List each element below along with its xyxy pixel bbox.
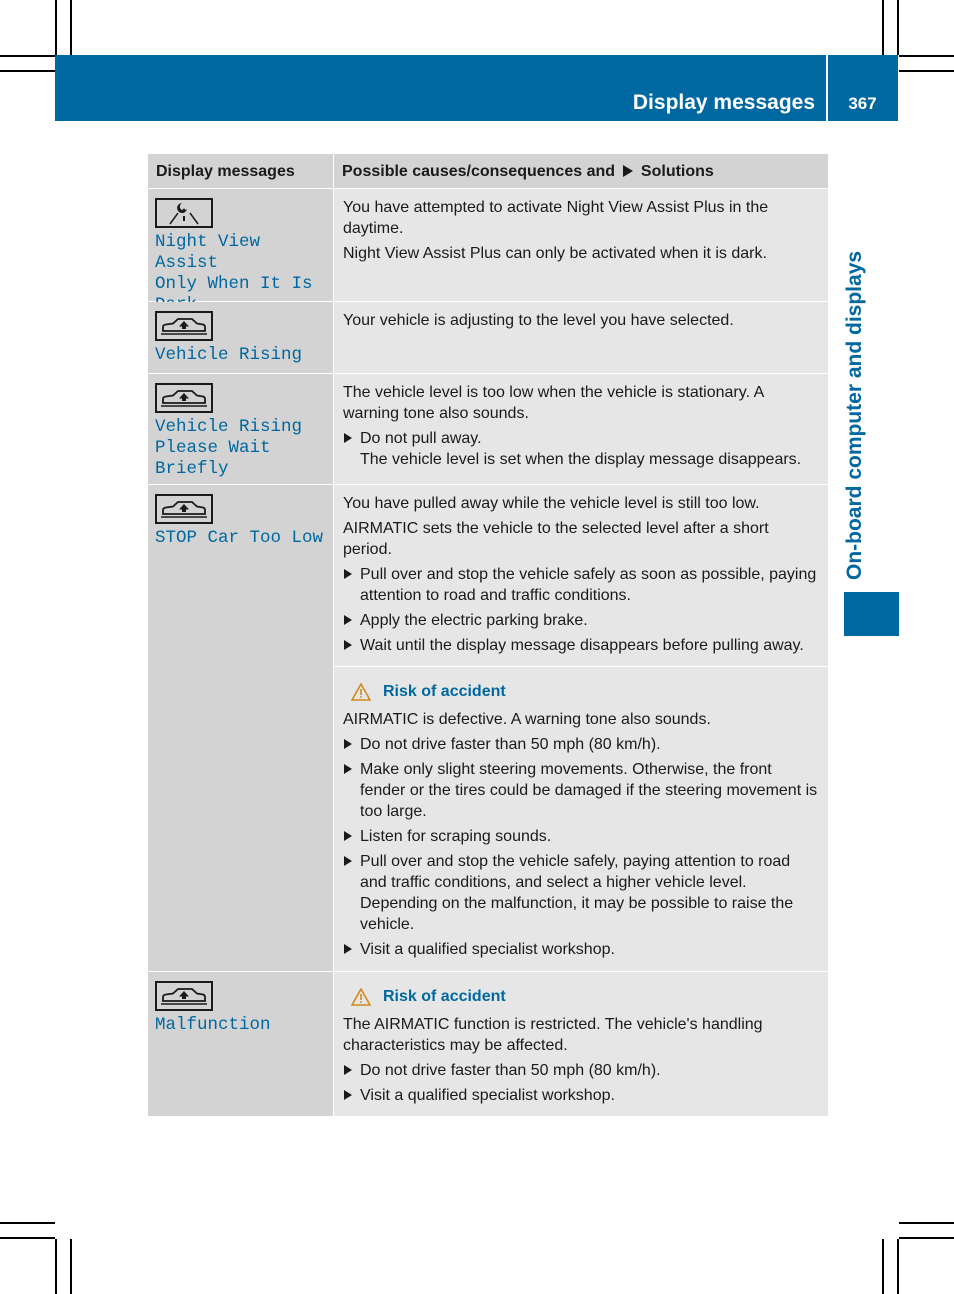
vehicle-level-icon [155,494,213,524]
instruction-bullet [343,428,820,470]
chapter-label: On-board computer and displays [843,250,866,580]
bullet-triangle-icon [344,944,352,954]
instruction-bullet [343,610,820,631]
bullet-text: Wait until the display message disappears before pulling away. [360,637,804,654]
column-header [334,154,828,188]
header-divider [826,55,828,121]
message-cell [148,302,334,373]
crop-mark [0,1237,55,1239]
vehicle-level-icon [155,311,213,341]
bullet-text: Listen for scraping sounds. [360,828,552,845]
warning-block [334,666,828,972]
table-row [148,971,828,1116]
message-cell [148,374,334,484]
warning-block [334,972,828,1118]
solution-cell [334,374,828,484]
display-message-text: Vehicle Rising [155,345,303,365]
paragraph: The AIRMATIC function is restricted. The vehicle's handling characteristics may be affected. [343,1016,763,1054]
instruction-bullet [343,826,820,847]
solution-cell [334,972,828,1116]
section-title: Display messages [632,91,815,114]
table-header [148,154,828,188]
instruction-bullet [343,635,820,656]
vehicle-level-icon [155,981,213,1011]
display-message-text: Malfunction [155,1015,271,1035]
message-cell [148,485,334,971]
bullet-triangle-icon [344,433,352,443]
solution-cell [334,302,828,373]
night-view-icon [155,198,213,228]
crop-mark [899,70,954,72]
crop-mark [0,55,55,57]
instruction-bullet [343,939,820,960]
chapter-tab [844,592,899,636]
bullet-text: Visit a qualified specialist workshop. [360,941,615,958]
crop-mark [70,0,72,55]
triangle-right-icon [623,165,633,177]
column-header-text: Solutions [640,163,714,180]
crop-mark [882,1239,884,1294]
page-number: 367 [848,94,877,113]
solution-cell [334,485,828,971]
warning-triangle-icon [351,683,371,701]
paragraph: Night View Assist Plus can only be activated when it is dark. [343,245,767,262]
display-message-text: Vehicle Rising Please Wait Briefly [155,417,303,479]
warning-triangle-icon [351,988,371,1006]
bullet-triangle-icon [344,831,352,841]
warning-title: Risk of accident [383,683,506,700]
bullet-result-text: The vehicle level is set when the display message disappears. [360,451,802,468]
bullet-text: Pull over and stop the vehicle safely as soon as possible, paying attention to road and traffic conditions. [360,566,817,604]
paragraph: Your vehicle is adjusting to the level you have selected. [343,312,734,329]
page-header [55,55,898,121]
bullet-text: Make only slight steering movements. Otherwise, the front fender or the tires could be damaged if the steering movement is too large. [360,761,818,820]
vehicle-level-icon [155,383,213,413]
instruction-bullet [343,1060,820,1081]
display-messages-table [148,154,828,1116]
display-message-text: Night View Assist Only When It Is [155,232,313,294]
display-message-text: STOP Car Too Low [155,528,324,548]
warning-heading [351,683,820,701]
bullet-triangle-icon [344,856,352,866]
crop-mark [882,0,884,55]
bullet-text: Do not pull away. [360,430,482,447]
crop-mark [0,70,55,72]
bullet-triangle-icon [344,764,352,774]
instruction-bullet [343,851,820,935]
column-header: Display messages [148,154,334,188]
bullet-triangle-icon [344,739,352,749]
message-cell [148,972,334,1116]
crop-mark [0,1222,55,1224]
crop-mark [899,55,954,57]
instruction-bullet [343,1085,820,1106]
paragraph: The vehicle level is too low when the vehicle is stationary. A warning tone also sounds. [343,384,764,422]
message-cell [148,189,334,301]
table-row [148,373,828,484]
table-row [148,188,828,301]
table-row [148,484,828,971]
warning-heading [351,988,820,1006]
instruction-bullet [343,564,820,606]
crop-mark [55,0,57,55]
paragraph: AIRMATIC sets the vehicle to the selected level after a short period. [343,520,769,558]
warning-title: Risk of accident [383,988,506,1005]
paragraph: You have attempted to activate Night View Assist Plus in the daytime. [343,199,769,237]
crop-mark [70,1239,72,1294]
bullet-text: Visit a qualified specialist workshop. [360,1087,615,1104]
table-row [148,301,828,373]
bullet-triangle-icon [344,569,352,579]
crop-mark [897,1239,899,1294]
crop-mark [899,1222,954,1224]
bullet-triangle-icon [344,1090,352,1100]
paragraph: You have pulled away while the vehicle level is still too low. [343,495,760,512]
bullet-triangle-icon [344,1065,352,1075]
bullet-triangle-icon [344,615,352,625]
paragraph: AIRMATIC is defective. A warning tone also sounds. [343,711,711,728]
bullet-text: Do not drive faster than 50 mph (80 km/h). [360,1062,661,1079]
instruction-bullet [343,759,820,822]
solution-cell [334,189,828,301]
bullet-text: Apply the electric parking brake. [360,612,588,629]
crop-mark [899,1237,954,1239]
bullet-text: Pull over and stop the vehicle safely, paying attention to road and traffic conditions, and select a higher vehicle level. Depending on the malfunction, it may be possible to raise the vehicle. [360,853,794,933]
crop-mark [55,1239,57,1294]
crop-mark [897,0,899,55]
column-header-text: Possible causes/consequences and [342,163,616,180]
instruction-bullet [343,734,820,755]
bullet-text: Do not drive faster than 50 mph (80 km/h). [360,736,661,753]
bullet-triangle-icon [344,640,352,650]
